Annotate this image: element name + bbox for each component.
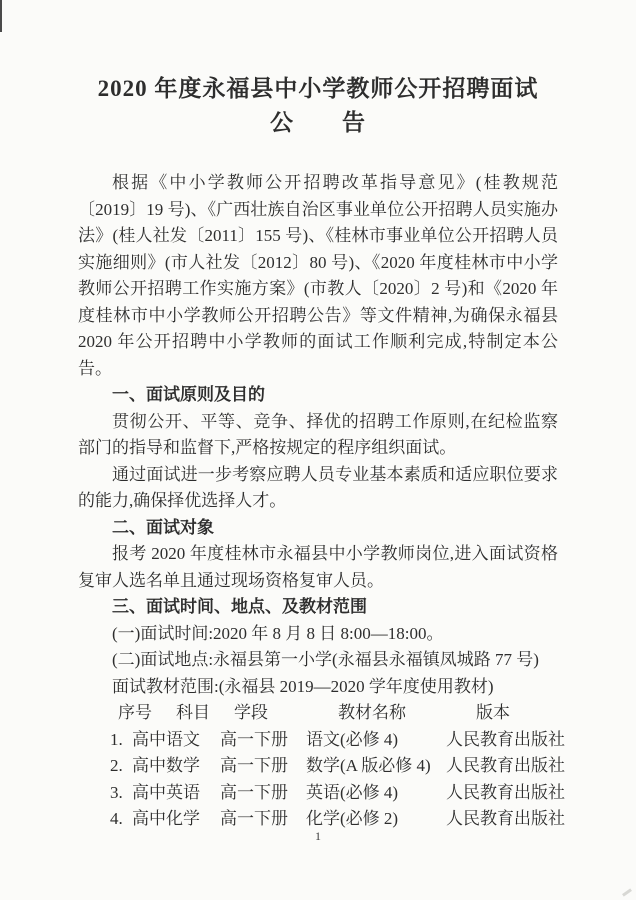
table-row-2-cell-1: 高中数学 (132, 756, 200, 775)
section2-heading: 二、面试对象 (112, 517, 214, 537)
table-header-row (78, 700, 558, 727)
interview-time: (一)面试时间:2020 年 8 月 8 日 8:00—18:00。 (112, 623, 444, 643)
document-title-line1: 2020 年度永福县中小学教师公开招聘面试 (97, 76, 539, 101)
page-number: 1 (315, 829, 321, 843)
textbook-scope: 面试教材范围:(永福县 2019—2020 学年度使用教材) (112, 676, 494, 696)
document-title-line2: 公 告 (270, 110, 366, 135)
table-row-3-cell-1: 高中英语 (132, 782, 200, 802)
table-header-row-cell-4: 版本 (476, 703, 510, 722)
section2-paragraph1: 报考 2020 年度桂林市永福县中小学教师岗位,进入面试资格复审人选名单且通过现场资格复审人员。 (78, 544, 558, 590)
table-row-1-cell-2: 高一下册 (220, 729, 288, 749)
table-row-4-cell-1: 高中化学 (132, 809, 200, 828)
section1-heading: 一、面试原则及目的 (112, 385, 265, 404)
table-row-1-cell-4: 人民教育出版社 (446, 729, 565, 749)
table-row-3-cell-2: 高一下册 (220, 782, 288, 802)
table-row-2-cell-2: 高一下册 (220, 756, 288, 775)
table-row-3-cell-3: 英语(必修 4) (306, 782, 399, 802)
section3-heading: 三、面试时间、地点、及教材范围 (112, 597, 367, 616)
document-title (78, 72, 558, 140)
table-row-1-cell-3: 语文(必修 4) (306, 729, 399, 749)
textbook-table (78, 700, 565, 833)
table-row-3-cell-0: 3. (110, 782, 123, 802)
document-content (78, 72, 565, 833)
table-row-4-cell-2: 高一下册 (220, 809, 288, 828)
table-row-2-cell-4: 人民教育出版社 (446, 756, 565, 775)
table-row-2 (78, 753, 565, 780)
table-row-4-cell-3: 化学(必修 2) (306, 809, 399, 828)
table-row-1-cell-0: 1. (110, 729, 123, 749)
table-row-1-cell-1: 高中语文 (132, 729, 200, 749)
table-header-row-cell-2: 学段 (234, 703, 268, 722)
document-body (78, 170, 565, 833)
table-row-4-cell-4: 人民教育出版社 (446, 809, 565, 828)
table-row-3-cell-4: 人民教育出版社 (446, 782, 565, 802)
section1-paragraph1: 贯彻公开、平等、竞争、择优的招聘工作原则,在纪检监察部门的指导和监督下,严格按规定的程序组织面试。 (78, 411, 558, 457)
section1-paragraph2: 通过面试进一步考察应聘人员专业基本素质和适应职位要求的能力,确保择优选择人才。 (78, 464, 558, 510)
table-row-2-cell-3: 数学(A 版必修 4) (306, 756, 431, 775)
table-header-row-cell-1: 科目 (176, 703, 210, 722)
scan-edge-artifact (0, 0, 2, 32)
table-row-2-cell-0: 2. (110, 756, 123, 775)
table-header-row-cell-0: 序号 (118, 703, 152, 722)
intro-paragraph: 根据《中小学教师公开招聘改革指导意见》(桂教规范〔2019〕19 号)、《广西壮族自治区事业单位公开招聘人员实施办法》(桂人社发〔2011〕155 号)、《桂林市事业单位公开招聘人员实施细则》(市人社发〔2012〕80 号)、《2020 年度桂林市中小学教师公开招聘工作实施方案》(市教人〔2020〕2 号)和《2020 年度桂林市中小学教师公开招聘公告》等文件精神,为确保永福县 2020 年公开招聘中小学教师的面试工作顺利完成,特制定本公告。 (78, 173, 558, 378)
interview-location: (二)面试地点:永福县第一小学(永福县永福镇凤城路 77 号) (112, 650, 539, 669)
table-row-1 (78, 727, 565, 754)
table-row-3 (78, 780, 565, 807)
scan-corner-artifact (622, 888, 632, 896)
table-header-row-cell-3: 教材名称 (338, 703, 406, 722)
table-row-4-cell-0: 4. (110, 809, 123, 828)
